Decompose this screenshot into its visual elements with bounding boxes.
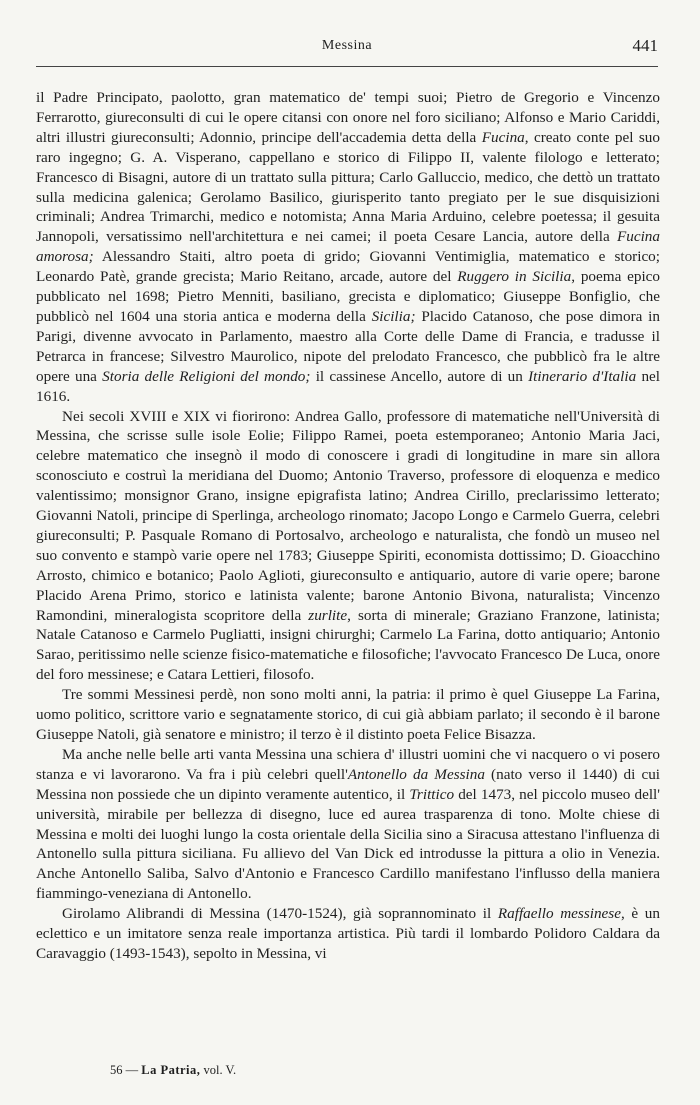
text-run: , poema epico pubblicato nel 1698; Pietro Menniti, basiliano, grecista e diplomatico; Giuseppe Bonfiglio, che pubblicò nel 1604 una storia antica e moderna della (36, 268, 661, 325)
text-run: (nato verso il 1440) di cui Messina non possiede che un dipinto veramente autentico, il (36, 765, 661, 803)
text-run: Ma anche nelle belle arti vanta Messina una schiera d' illustri uomini che vi nacquero o vi posero stanza e vi lavorarono. Va fra i più celebri quell' (36, 745, 660, 783)
page-footer (110, 1063, 236, 1078)
running-title: Messina (321, 38, 373, 53)
italic-text: Fucina (481, 128, 525, 146)
italic-text: Itinerario d'Italia (528, 367, 637, 385)
text-run: nel 1616. (36, 367, 660, 405)
paragraph (36, 904, 660, 964)
body-text (36, 88, 660, 964)
paragraph (36, 745, 660, 904)
paragraph (36, 88, 660, 407)
italic-text: Sicilia; (371, 307, 416, 325)
text-run: , creato conte pel suo raro ingegno; G. A. Visperano, cappellano e storico di Filippo II, valente filologo e letterato; Francesco di Bisagni, autore di un trattato sulla pittura; Carlo Galluccio, medico, che dettò un trattato sulla medicina galenica; Gerolamo Basilico, giurisperito tanto pregiato per le sue disquisizioni criminali; Andrea Trimarchi, medico e notomista; Anna Maria Arduino, celebre poetessa; il gesuita Jannopoli, versatissimo nell'architettura e nei camei; il poeta Cesare Lancia, autore della (36, 128, 660, 246)
text-run: Nei secoli XVIII e XIX vi fiorirono: Andrea Gallo, professore di matematiche nell'Università di Messina, che scrisse sulle isole Eolie; Filippo Ramei, poeta estemporaneo; Antonio Maria Jaci, celebre matematico che insegnò il modo di conoscere i gradi di longitudine in mare sin allora sconosciuto e costruì la meridiana del Duomo; Antonio Traverso, professore di eloquenza e medico valentissimo; monsignor Grano, insigne epigrafista latino; Andrea Cirillo, preclarissimo letterato; Giovanni Natoli, principe di Sperlinga, archeologo rinomato; Jacopo Longo e Carmelo Guerra, celebri giureconsulti; P. Pasquale Romano di Portosalvo, archeologo e naturalista, che fondò un museo nel suo convento e stampò varie opere nel 1783; Giuseppe Spiriti, economista dottissimo; D. Gioacchino Arrosto, chimico e botanico; Paolo Aglioti, giureconsulto e antiquario, autore di varie opere; barone Placido Arena Primo, storico e latinista valente; barone Antonio Bivona, naturalista; Vincenzo Ramondini, mineralogista scopritore della (36, 407, 660, 624)
footer-journal: La Patria, (141, 1063, 201, 1077)
paragraph (36, 407, 660, 686)
text-run: , sorta di minerale; Graziano Franzone, latinista; Natale Catanoso e Carmelo Pugliatti, insigni chirurghi; Carmelo La Farina, dotto antiquario; Antonio Sarao, peritissimo nelle scienze fisico-matematiche e filosofiche; l'avvocato Francesco De Luca, onore del foro messinese; e Catara Lettieri, filosofo. (36, 606, 660, 684)
italic-text: Antonello da Messina (347, 765, 485, 783)
italic-text: Trittico (409, 785, 455, 803)
text-run: Alessandro Staiti, altro poeta di grido; Giovanni Ventimiglia, matematico e storico; Leonardo Patè, grande grecista; Mario Reitano, arcade, autore del (36, 248, 660, 286)
italic-text: Storia delle Religioni del mondo; (102, 367, 311, 385)
text-run: del 1473, nel piccolo museo dell' università, mirabile per bellezza di disegno, luce ed aurea trasparenza di tono. Molte chiese di Messina e molti dei luoghi lungo la costa orientale della Sicilia sino a Siracusa attestano l'influenza di Antonello sulla pittura siciliana. Fu allievo del Van Dick ed introdusse la pittura a olio in Venezia. Anche Antonello Saliba, Salvo d'Antonio e Francesco Cardillo manifestano l'influsso della maniera fiammingo-veneziana di Antonello. (36, 785, 660, 903)
paragraph (36, 685, 660, 745)
italic-text: Fucina amorosa; (36, 228, 660, 266)
page-number: 441 (632, 36, 658, 55)
text-run: il Padre Principato, paolotto, gran matematico de' tempi suoi; Pietro de Gregorio e Vincenzo Ferrarotto, giureconsulti di cui le opere citansi con onore nel foro siciliano; Alfonso e Mario Cariddi, altri illustri giureconsulti; Adonnio, principe dell'accademia detta della (36, 89, 660, 146)
text-run: Placido Catanoso, che pose dimora in Parigi, divenne avvocato in Parlamento, maestro alla Corte delle Dame di Francia, e tradusse il Petrarca in francese; Silvestro Maurolico, nipote del prelodato Francesco, che pubblicò fra le altre opere una (36, 307, 660, 385)
header-rule (36, 66, 658, 67)
footer-signature: 56 — (110, 1063, 139, 1077)
italic-text: Raffaello messinese (497, 905, 621, 923)
page-header (36, 34, 658, 62)
text-run: Girolamo Alibrandi di Messina (1470-1524), già soprannominato il (62, 905, 498, 923)
italic-text: Ruggero in Sicilia (457, 268, 572, 286)
footer-volume: vol. V. (203, 1063, 237, 1077)
text-run: il cassinese Ancello, autore di un (310, 367, 529, 385)
text-run: Tre sommi Messinesi perdè, non sono molti anni, la patria: il primo è quel Giuseppe La Farina, uomo politico, scrittore vario e segnatamente storico, di cui già abbiam parlato; il secondo è il barone Giuseppe Natoli, già senatore e ministro; il terzo è il distinto poeta Felice Bisazza. (36, 686, 660, 743)
italic-text: zurlite (308, 606, 348, 624)
text-run: , è un eclettico e un imitatore senza reale importanza artistica. Più tardi il lombardo Polidoro Caldara da Caravaggio (1493-1543), sepolto in Messina, vi (36, 905, 660, 962)
